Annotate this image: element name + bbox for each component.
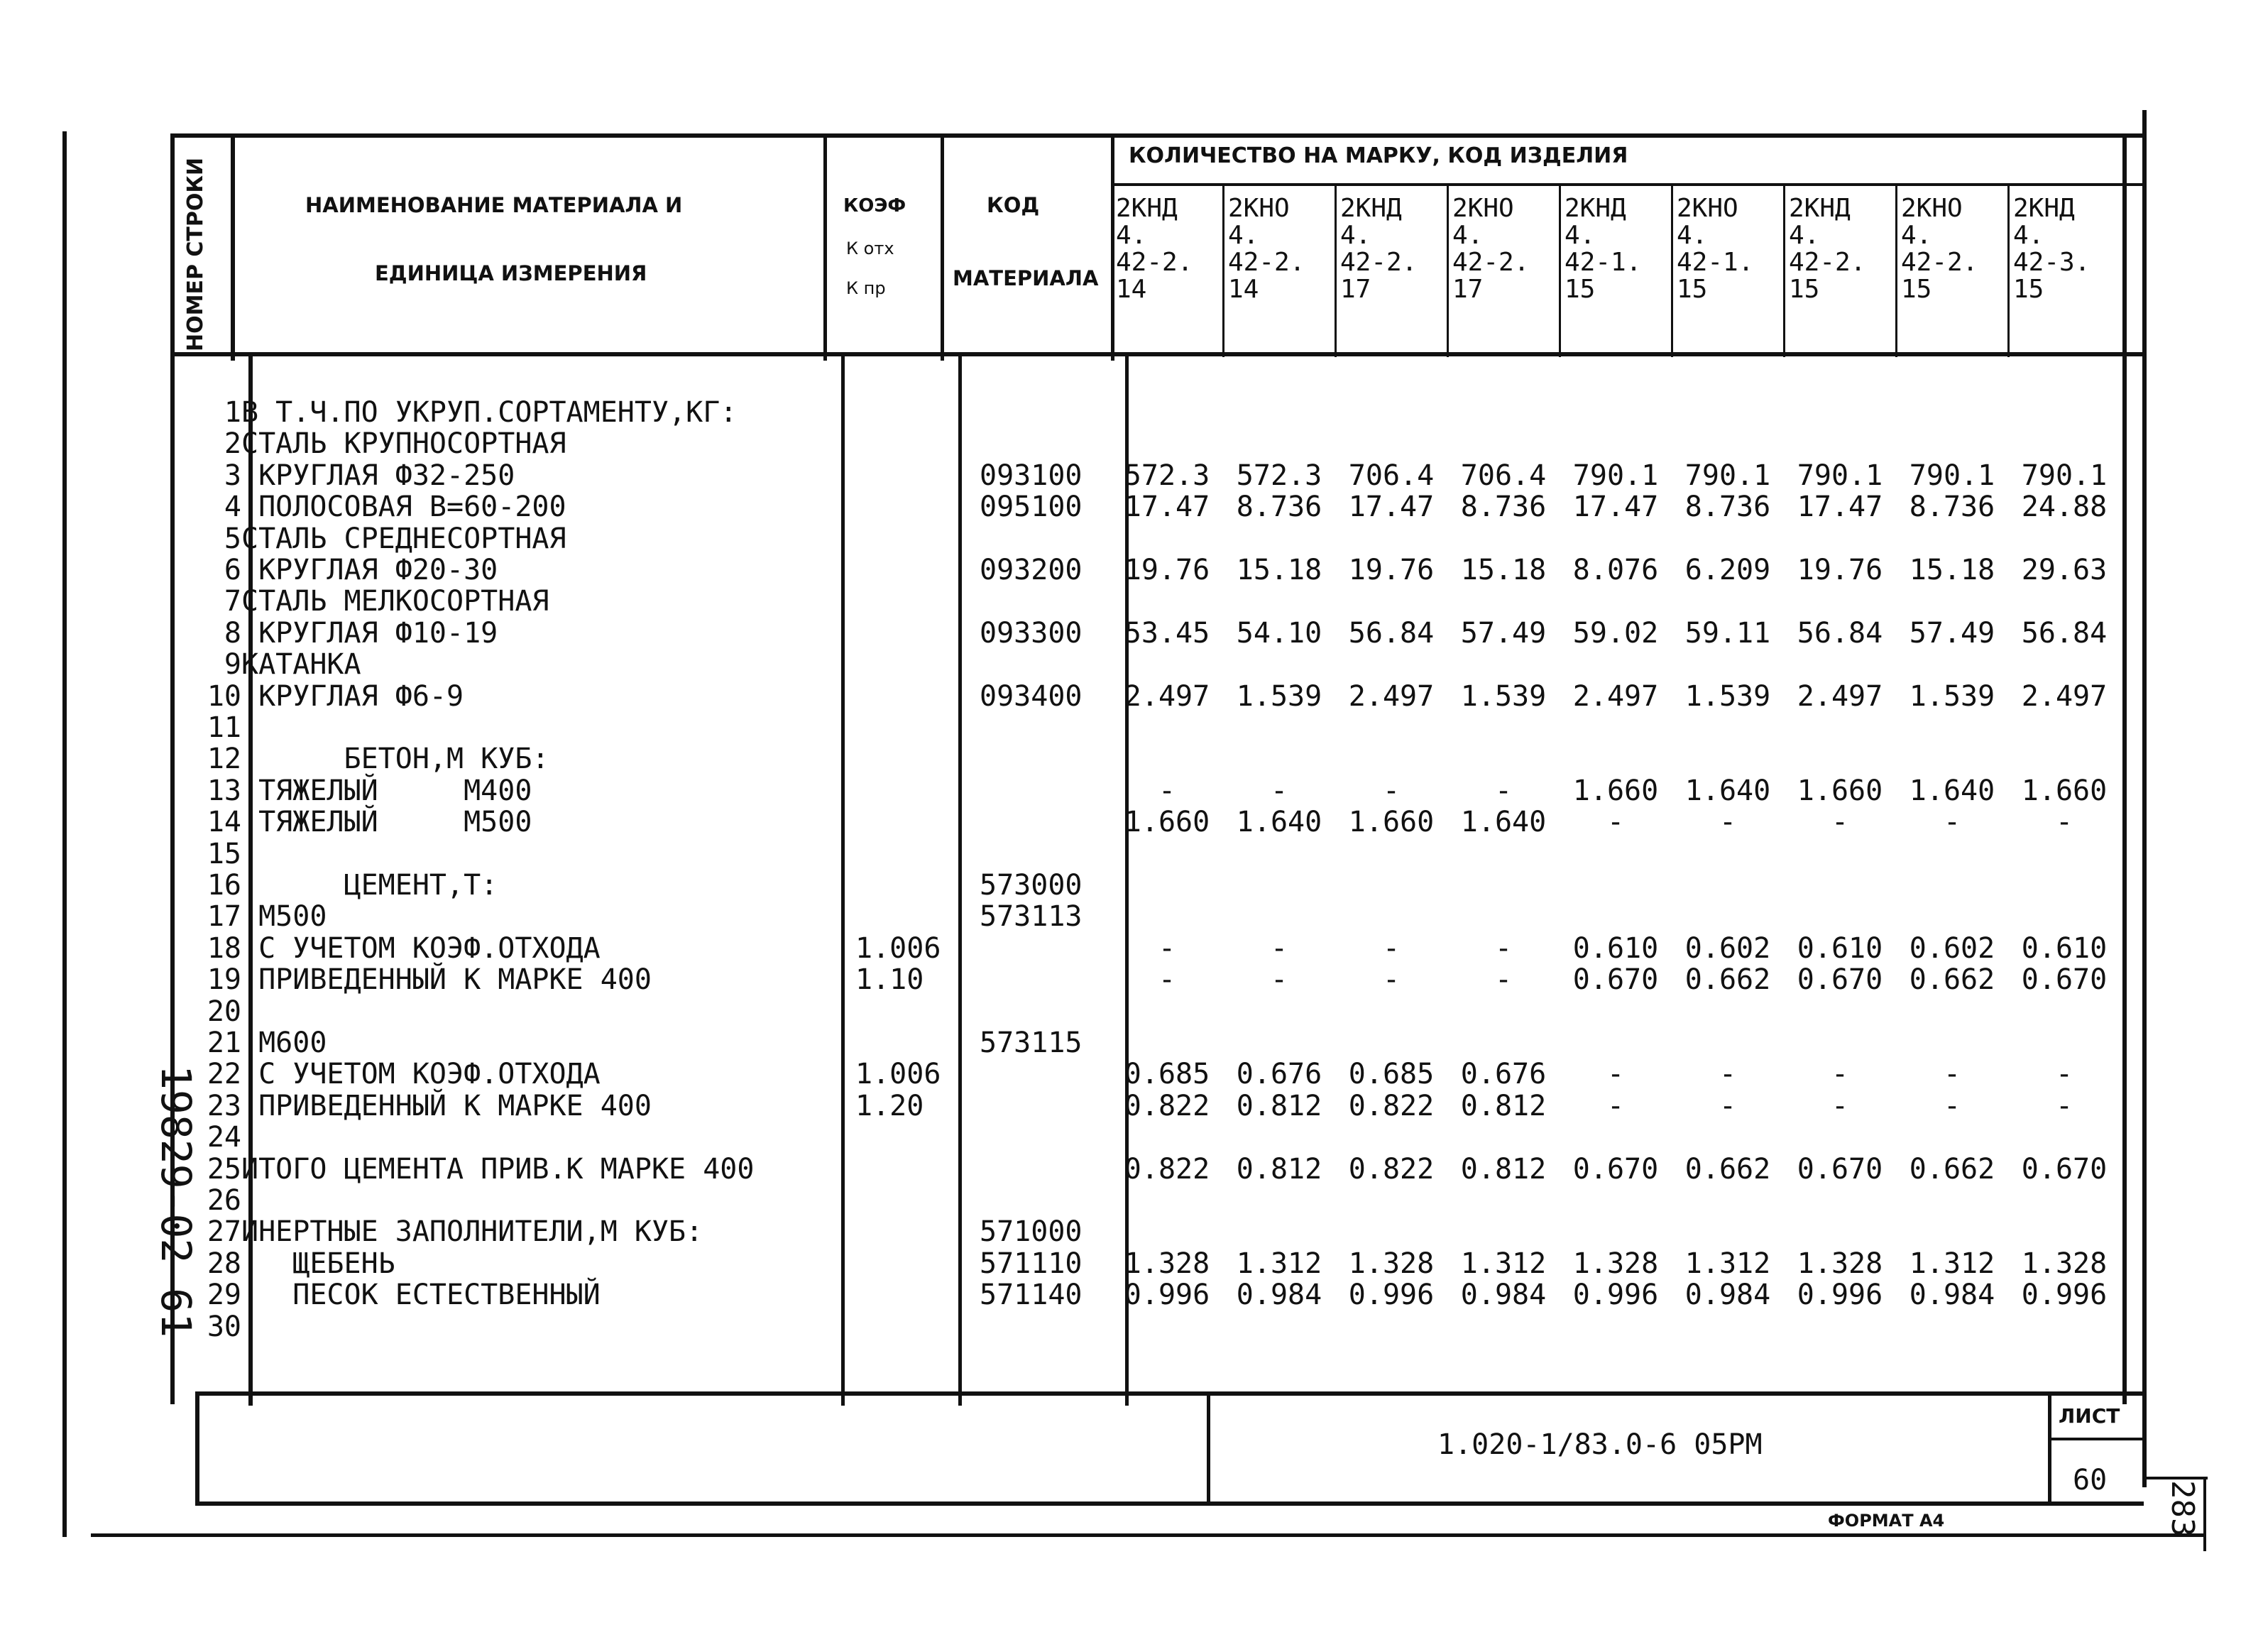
product-header-line: 42-2. bbox=[1901, 248, 1978, 277]
row-number: 6 bbox=[224, 554, 241, 586]
row-quantity-cell: 1.312 bbox=[1909, 1247, 1995, 1280]
title-block-divider bbox=[1207, 1391, 1210, 1505]
row-quantity-cell: 57.49 bbox=[1460, 617, 1547, 650]
row-quantity-cell: 0.670 bbox=[1797, 963, 1883, 996]
row-quantity-cell: 0.610 bbox=[2021, 932, 2108, 965]
row-quantity-cell: 1.660 bbox=[1124, 806, 1210, 838]
row-quantity-cell: 1.660 bbox=[1348, 806, 1435, 838]
row-number: 17 bbox=[207, 900, 241, 933]
qty-sub-line-8 bbox=[2007, 183, 2010, 357]
row-quantity-cell: - bbox=[2055, 806, 2073, 838]
row-quantity-cell: 0.984 bbox=[1684, 1279, 1771, 1311]
qty-sub-line-4 bbox=[1559, 183, 1561, 357]
product-header-line: 4. bbox=[1452, 221, 1484, 250]
row-quantity-cell: 0.822 bbox=[1348, 1153, 1435, 1186]
row-number: 30 bbox=[207, 1311, 241, 1343]
row-quantity-cell: 0.670 bbox=[1572, 1153, 1659, 1186]
row-material-name: ИТОГО ЦЕМЕНТА ПРИВ.К МАРКЕ 400 bbox=[241, 1153, 755, 1186]
product-header-line: 42-2. bbox=[1228, 248, 1305, 277]
row-number: 11 bbox=[207, 711, 241, 744]
product-header-line: 42-1. bbox=[1677, 248, 1754, 277]
row-quantity-cell: - bbox=[1719, 806, 1737, 838]
row-material-name: КРУГЛАЯ Ф20-30 bbox=[241, 554, 498, 586]
product-header-line: 14 bbox=[1228, 275, 1259, 304]
row-number: 20 bbox=[207, 995, 241, 1028]
row-quantity-cell: 572.3 bbox=[1124, 459, 1210, 492]
row-quantity-cell: 1.660 bbox=[1572, 775, 1659, 807]
row-quantity-cell: - bbox=[1382, 932, 1401, 965]
row-quantity-cell: 0.984 bbox=[1236, 1279, 1322, 1311]
row-coefficient: 1.10 bbox=[855, 963, 924, 996]
row-quantity-cell: 0.602 bbox=[1909, 932, 1995, 965]
row-quantity-cell: - bbox=[1606, 1090, 1625, 1122]
row-quantity-cell: 1.328 bbox=[1124, 1247, 1210, 1280]
row-number: 25 bbox=[207, 1153, 241, 1186]
row-material-code: 573000 bbox=[980, 869, 1083, 902]
product-header-line: 2КНД bbox=[1116, 194, 1178, 223]
row-material-name: СТАЛЬ МЕЛКОСОРТНАЯ bbox=[241, 585, 549, 618]
row-quantity-cell: 0.670 bbox=[1797, 1153, 1883, 1186]
product-header-line: 15 bbox=[1677, 275, 1708, 304]
row-quantity-cell: 1.539 bbox=[1684, 680, 1771, 713]
row-number: 26 bbox=[207, 1184, 241, 1217]
product-header-line: 15 bbox=[1901, 275, 1932, 304]
row-quantity-cell: 8.076 bbox=[1572, 554, 1659, 586]
row-quantity-cell: 59.11 bbox=[1684, 617, 1771, 650]
product-header-line: 4. bbox=[1789, 221, 1820, 250]
row-material-name: КРУГЛАЯ Ф10-19 bbox=[241, 617, 498, 650]
row-quantity-cell: - bbox=[1270, 932, 1288, 965]
frame-left bbox=[62, 131, 67, 1537]
title-block-bottom bbox=[195, 1501, 2144, 1506]
row-quantity-cell: 1.328 bbox=[1348, 1247, 1435, 1280]
row-coefficient: 1.20 bbox=[855, 1090, 924, 1122]
row-number: 8 bbox=[224, 617, 241, 650]
row-number: 21 bbox=[207, 1027, 241, 1059]
row-number: 1 bbox=[224, 396, 241, 429]
qty-sub-line-3 bbox=[1447, 183, 1449, 357]
name-header-line1: НАИМЕНОВАНИЕ МАТЕРИАЛА И bbox=[305, 193, 683, 217]
row-quantity-cell: 1.328 bbox=[2021, 1247, 2108, 1280]
row-number: 7 bbox=[224, 585, 241, 618]
row-quantity-cell: 706.4 bbox=[1348, 459, 1435, 492]
product-header-line: 17 bbox=[1340, 275, 1371, 304]
side-box-right bbox=[2203, 1477, 2206, 1551]
row-coefficient: 1.006 bbox=[855, 1058, 941, 1090]
row-number: 10 bbox=[207, 680, 241, 713]
qty-right-edge bbox=[2122, 133, 2127, 1404]
row-quantity-cell: 0.822 bbox=[1348, 1090, 1435, 1122]
row-number: 9 bbox=[224, 648, 241, 681]
frame-right bbox=[2142, 110, 2147, 1487]
row-quantity-cell: 53.45 bbox=[1124, 617, 1210, 650]
row-material-name: М500 bbox=[241, 900, 327, 933]
row-quantity-cell: 0.676 bbox=[1236, 1058, 1322, 1090]
row-quantity-cell: 0.812 bbox=[1236, 1090, 1322, 1122]
row-quantity-cell: 0.670 bbox=[1572, 963, 1659, 996]
row-material-code: 571110 bbox=[980, 1247, 1083, 1280]
product-column-header bbox=[1228, 195, 1305, 303]
row-number: 2 bbox=[224, 427, 241, 460]
product-header-line: 42-3. bbox=[2013, 248, 2091, 277]
product-header-line: 2КНО bbox=[1901, 194, 1963, 223]
row-quantity-cell: 19.76 bbox=[1124, 554, 1210, 586]
product-column-header bbox=[1901, 195, 1978, 303]
row-quantity-cell: - bbox=[1494, 932, 1513, 965]
row-quantity-cell: 0.812 bbox=[1236, 1153, 1322, 1186]
row-quantity-cell: - bbox=[1382, 775, 1401, 807]
product-header-line: 4. bbox=[1340, 221, 1371, 250]
row-quantity-cell: 2.497 bbox=[2021, 680, 2108, 713]
row-quantity-cell: 790.1 bbox=[1909, 459, 1995, 492]
row-quantity-cell: 0.662 bbox=[1684, 1153, 1771, 1186]
row-quantity-cell: 19.76 bbox=[1348, 554, 1435, 586]
row-quantity-cell: 8.736 bbox=[1684, 491, 1771, 523]
row-quantity-cell: 1.640 bbox=[1684, 775, 1771, 807]
table-top bbox=[170, 133, 2144, 138]
row-quantity-cell: 0.822 bbox=[1124, 1153, 1210, 1186]
qty-header-title: КОЛИЧЕСТВО НА МАРКУ, КОД ИЗДЕЛИЯ bbox=[1129, 143, 1628, 168]
row-material-code: 573113 bbox=[980, 900, 1083, 933]
row-quantity-cell: 0.670 bbox=[2021, 963, 2108, 996]
row-material-code: 095100 bbox=[980, 491, 1083, 523]
row-quantity-cell: 2.497 bbox=[1348, 680, 1435, 713]
row-number: 16 bbox=[207, 869, 241, 902]
row-number: 22 bbox=[207, 1058, 241, 1090]
row-number: 5 bbox=[224, 523, 241, 555]
row-quantity-cell: 0.662 bbox=[1909, 963, 1995, 996]
row-quantity-cell: 59.02 bbox=[1572, 617, 1659, 650]
row-material-name: ПОЛОСОВАЯ В=60-200 bbox=[241, 491, 566, 523]
product-header-line: 17 bbox=[1452, 275, 1484, 304]
row-material-name: ТЯЖЕЛЫЙ М500 bbox=[241, 806, 532, 838]
row-quantity-cell: 790.1 bbox=[1572, 459, 1659, 492]
row-quantity-cell: 15.18 bbox=[1236, 554, 1322, 586]
name-header-line2: ЕДИНИЦА ИЗМЕРЕНИЯ bbox=[375, 261, 647, 285]
row-material-name: СТАЛЬ КРУПНОСОРТНАЯ bbox=[241, 427, 566, 460]
row-number: 24 bbox=[207, 1121, 241, 1154]
row-quantity-cell: - bbox=[1719, 1058, 1737, 1090]
row-number: 23 bbox=[207, 1090, 241, 1122]
product-header-line: 4. bbox=[1565, 221, 1596, 250]
qty-sub-line-6 bbox=[1783, 183, 1785, 357]
product-header-line: 4. bbox=[1677, 221, 1708, 250]
row-material-name: М600 bbox=[241, 1027, 327, 1059]
row-quantity-cell: 54.10 bbox=[1236, 617, 1322, 650]
coef-header-line3: К пр bbox=[846, 278, 886, 298]
row-material-name: ЦЕМЕНТ,Т: bbox=[241, 869, 498, 902]
qty-sub-line-7 bbox=[1895, 183, 1897, 357]
product-header-line: 2КНД bbox=[2013, 194, 2075, 223]
row-quantity-cell: 29.63 bbox=[2021, 554, 2108, 586]
row-quantity-cell: 0.685 bbox=[1348, 1058, 1435, 1090]
row-material-name: ПРИВЕДЕННЫЙ К МАРКЕ 400 bbox=[241, 1090, 652, 1122]
row-quantity-cell: - bbox=[1943, 806, 1961, 838]
row-material-name: С УЧЕТОМ КОЭФ.ОТХОДА bbox=[241, 932, 601, 965]
row-quantity-cell: 8.736 bbox=[1460, 491, 1547, 523]
row-quantity-cell: 1.312 bbox=[1236, 1247, 1322, 1280]
title-block-left bbox=[195, 1391, 199, 1505]
product-header-line: 2КНО bbox=[1228, 194, 1290, 223]
row-material-code: 573115 bbox=[980, 1027, 1083, 1059]
row-material-name: БЕТОН,М КУБ: bbox=[241, 743, 549, 775]
row-quantity-cell: 706.4 bbox=[1460, 459, 1547, 492]
row-quantity-cell: - bbox=[1831, 1058, 1849, 1090]
row-quantity-cell: 17.47 bbox=[1124, 491, 1210, 523]
product-header-line: 42-2. bbox=[1452, 248, 1530, 277]
row-material-name: С УЧЕТОМ КОЭФ.ОТХОДА bbox=[241, 1058, 601, 1090]
row-quantity-cell: 0.662 bbox=[1684, 963, 1771, 996]
row-quantity-cell: - bbox=[2055, 1058, 2073, 1090]
row-quantity-cell: 0.610 bbox=[1797, 932, 1883, 965]
title-block-top bbox=[195, 1391, 2144, 1396]
product-header-line: 15 bbox=[2013, 275, 2044, 304]
margin-handwritten-note: 19829-02 61 bbox=[152, 1065, 200, 1338]
row-quantity-cell: 1.328 bbox=[1797, 1247, 1883, 1280]
frame-bottom bbox=[91, 1533, 2206, 1537]
row-quantity-cell: - bbox=[1494, 775, 1513, 807]
row-material-name: КРУГЛАЯ Ф6-9 bbox=[241, 680, 464, 713]
row-quantity-cell: 0.996 bbox=[1348, 1279, 1435, 1311]
row-quantity-cell: - bbox=[1158, 932, 1176, 965]
coef-header-line2: К отх bbox=[846, 239, 894, 258]
row-quantity-cell: - bbox=[1158, 775, 1176, 807]
row-quantity-cell: 17.47 bbox=[1797, 491, 1883, 523]
col-line-coef bbox=[941, 133, 944, 361]
product-header-line: 4. bbox=[1901, 221, 1932, 250]
product-header-line: 2КНО bbox=[1452, 194, 1514, 223]
row-quantity-cell: - bbox=[2055, 1090, 2073, 1122]
product-header-line: 42-2. bbox=[1789, 248, 1866, 277]
row-material-code: 093300 bbox=[980, 617, 1083, 650]
row-quantity-cell: - bbox=[1943, 1090, 1961, 1122]
product-header-line: 4. bbox=[1228, 221, 1259, 250]
row-quantity-cell: 0.685 bbox=[1124, 1058, 1210, 1090]
row-quantity-cell: 1.640 bbox=[1460, 806, 1547, 838]
row-material-code: 093100 bbox=[980, 459, 1083, 492]
row-quantity-cell: 2.497 bbox=[1124, 680, 1210, 713]
product-header-line: 15 bbox=[1789, 275, 1820, 304]
row-material-name: КРУГЛАЯ Ф32-250 bbox=[241, 459, 515, 492]
product-header-line: 2КНД bbox=[1789, 194, 1851, 223]
row-quantity-cell: 0.602 bbox=[1684, 932, 1771, 965]
row-quantity-cell: 0.610 bbox=[1572, 932, 1659, 965]
qty-title-bottom bbox=[1111, 183, 2144, 186]
row-material-name: ИНЕРТНЫЕ ЗАПОЛНИТЕЛИ,М КУБ: bbox=[241, 1215, 703, 1248]
qty-sub-line-2 bbox=[1335, 183, 1337, 357]
row-quantity-cell: 15.18 bbox=[1460, 554, 1547, 586]
sheet-box-left bbox=[2048, 1391, 2051, 1505]
row-quantity-cell: 1.660 bbox=[2021, 775, 2108, 807]
row-material-name: ТЯЖЕЛЫЙ М400 bbox=[241, 775, 532, 807]
col-line-name-body bbox=[841, 355, 845, 1406]
row-quantity-cell: - bbox=[1270, 775, 1288, 807]
row-quantity-cell: 1.312 bbox=[1684, 1247, 1771, 1280]
product-header-line: 2КНД bbox=[1340, 194, 1402, 223]
row-quantity-cell: - bbox=[1270, 963, 1288, 996]
row-quantity-cell: - bbox=[1606, 1058, 1625, 1090]
row-quantity-cell: 6.209 bbox=[1684, 554, 1771, 586]
product-header-line: 2КНО bbox=[1677, 194, 1738, 223]
product-header-line: 15 bbox=[1565, 275, 1596, 304]
document-code: 1.020-1/83.0-6 05РМ bbox=[1437, 1428, 1763, 1461]
row-material-code: 571140 bbox=[980, 1279, 1083, 1311]
row-quantity-cell: - bbox=[1943, 1058, 1961, 1090]
row-quantity-cell: 1.640 bbox=[1909, 775, 1995, 807]
row-number: 29 bbox=[207, 1279, 241, 1311]
row-quantity-cell: 17.47 bbox=[1348, 491, 1435, 523]
row-number: 13 bbox=[207, 775, 241, 807]
col-line-rownum bbox=[231, 133, 235, 361]
row-quantity-cell: 17.47 bbox=[1572, 491, 1659, 523]
row-quantity-cell: 1.539 bbox=[1909, 680, 1995, 713]
row-quantity-cell: 19.76 bbox=[1797, 554, 1883, 586]
row-material-name: В Т.Ч.ПО УКРУП.СОРТАМЕНТУ,КГ: bbox=[241, 396, 738, 429]
product-header-line: 4. bbox=[1116, 221, 1147, 250]
product-header-line: 42-2. bbox=[1340, 248, 1418, 277]
row-quantity-cell: 1.660 bbox=[1797, 775, 1883, 807]
product-header-line: 4. bbox=[2013, 221, 2044, 250]
row-quantity-cell: 790.1 bbox=[1797, 459, 1883, 492]
row-quantity-cell: 0.984 bbox=[1460, 1279, 1547, 1311]
row-number: 15 bbox=[207, 838, 241, 870]
code-header-line1: КОД bbox=[987, 193, 1040, 217]
row-quantity-cell: - bbox=[1382, 963, 1401, 996]
col-line-name bbox=[823, 133, 827, 361]
row-quantity-cell: 56.84 bbox=[1348, 617, 1435, 650]
row-quantity-cell: 0.822 bbox=[1124, 1090, 1210, 1122]
row-quantity-cell: 1.328 bbox=[1572, 1247, 1659, 1280]
product-column-header bbox=[1789, 195, 1865, 303]
row-quantity-cell: 2.497 bbox=[1572, 680, 1659, 713]
row-material-name: ЩЕБЕНЬ bbox=[241, 1247, 395, 1280]
qty-sub-line-5 bbox=[1671, 183, 1673, 357]
row-quantity-cell: - bbox=[1831, 806, 1849, 838]
col-line-code bbox=[1111, 133, 1114, 361]
row-quantity-cell: 0.676 bbox=[1460, 1058, 1547, 1090]
row-quantity-cell: 0.996 bbox=[1572, 1279, 1659, 1311]
row-material-name: ПРИВЕДЕННЫЙ К МАРКЕ 400 bbox=[241, 963, 652, 996]
row-quantity-cell: 0.670 bbox=[2021, 1153, 2108, 1186]
row-number: 14 bbox=[207, 806, 241, 838]
row-material-code: 093400 bbox=[980, 680, 1083, 713]
row-quantity-cell: 1.312 bbox=[1460, 1247, 1547, 1280]
row-coefficient: 1.006 bbox=[855, 932, 941, 965]
side-box-border bbox=[2142, 1477, 2208, 1479]
row-quantity-cell: 1.539 bbox=[1236, 680, 1322, 713]
row-number: 12 bbox=[207, 743, 241, 775]
table-header-bottom bbox=[170, 352, 2144, 356]
row-quantity-cell: 57.49 bbox=[1909, 617, 1995, 650]
row-quantity-cell: 0.984 bbox=[1909, 1279, 1995, 1311]
row-quantity-cell: 572.3 bbox=[1236, 459, 1322, 492]
row-material-name: СТАЛЬ СРЕДНЕСОРТНАЯ bbox=[241, 523, 566, 555]
row-quantity-cell: 790.1 bbox=[2021, 459, 2108, 492]
row-quantity-cell: 0.996 bbox=[1797, 1279, 1883, 1311]
row-quantity-cell: 0.996 bbox=[1124, 1279, 1210, 1311]
row-number: 27 bbox=[207, 1215, 241, 1248]
code-header-line2: МАТЕРИАЛА bbox=[953, 266, 1099, 290]
product-column-header bbox=[1452, 195, 1529, 303]
row-quantity-cell: 15.18 bbox=[1909, 554, 1995, 586]
col-line-coef-body bbox=[958, 355, 962, 1406]
row-quantity-cell: 8.736 bbox=[1236, 491, 1322, 523]
row-quantity-cell: 1.539 bbox=[1460, 680, 1547, 713]
row-quantity-cell: 2.497 bbox=[1797, 680, 1883, 713]
product-column-header bbox=[1565, 195, 1641, 303]
row-quantity-cell: - bbox=[1494, 963, 1513, 996]
row-material-code: 093200 bbox=[980, 554, 1083, 586]
qty-sub-line-1 bbox=[1222, 183, 1224, 357]
row-number: 28 bbox=[207, 1247, 241, 1280]
row-quantity-cell: 8.736 bbox=[1909, 491, 1995, 523]
row-number: 3 bbox=[224, 459, 241, 492]
row-quantity-cell: - bbox=[1158, 963, 1176, 996]
row-quantity-cell: 24.88 bbox=[2021, 491, 2108, 523]
product-header-line: 14 bbox=[1116, 275, 1147, 304]
row-quantity-cell: - bbox=[1606, 806, 1625, 838]
row-quantity-cell: - bbox=[1831, 1090, 1849, 1122]
row-quantity-cell: 790.1 bbox=[1684, 459, 1771, 492]
sheet-number: 60 bbox=[2073, 1464, 2108, 1497]
row-material-code: 571000 bbox=[980, 1215, 1083, 1248]
product-header-line: 42-1. bbox=[1565, 248, 1642, 277]
product-header-line: 2КНД bbox=[1565, 194, 1626, 223]
product-column-header bbox=[2013, 195, 2090, 303]
row-number: 19 bbox=[207, 963, 241, 996]
row-quantity-cell: 56.84 bbox=[2021, 617, 2108, 650]
sheet-box-mid bbox=[2048, 1438, 2144, 1440]
format-label: ФОРМАТ А4 bbox=[1828, 1511, 1945, 1531]
product-header-line: 42-2. bbox=[1116, 248, 1193, 277]
row-quantity-cell: - bbox=[1719, 1090, 1737, 1122]
row-quantity-cell: 0.812 bbox=[1460, 1153, 1547, 1186]
side-page-number: 283 bbox=[2164, 1480, 2201, 1537]
product-column-header bbox=[1340, 195, 1417, 303]
row-number: 18 bbox=[207, 932, 241, 965]
row-quantity-cell: 56.84 bbox=[1797, 617, 1883, 650]
row-quantity-cell: 0.662 bbox=[1909, 1153, 1995, 1186]
row-number: 4 bbox=[224, 491, 241, 523]
row-material-name: ПЕСОК ЕСТЕСТВЕННЫЙ bbox=[241, 1279, 601, 1311]
row-number-header: НОМЕР СТРОКИ bbox=[183, 158, 208, 351]
row-quantity-cell: 1.640 bbox=[1236, 806, 1322, 838]
product-column-header bbox=[1116, 195, 1193, 303]
row-quantity-cell: 0.812 bbox=[1460, 1090, 1547, 1122]
row-quantity-cell: 0.996 bbox=[2021, 1279, 2108, 1311]
sheet-label: ЛИСТ bbox=[2059, 1404, 2120, 1428]
product-column-header bbox=[1677, 195, 1753, 303]
coef-header-line1: КОЭФ bbox=[843, 195, 906, 217]
row-material-name: КАТАНКА bbox=[241, 648, 361, 681]
